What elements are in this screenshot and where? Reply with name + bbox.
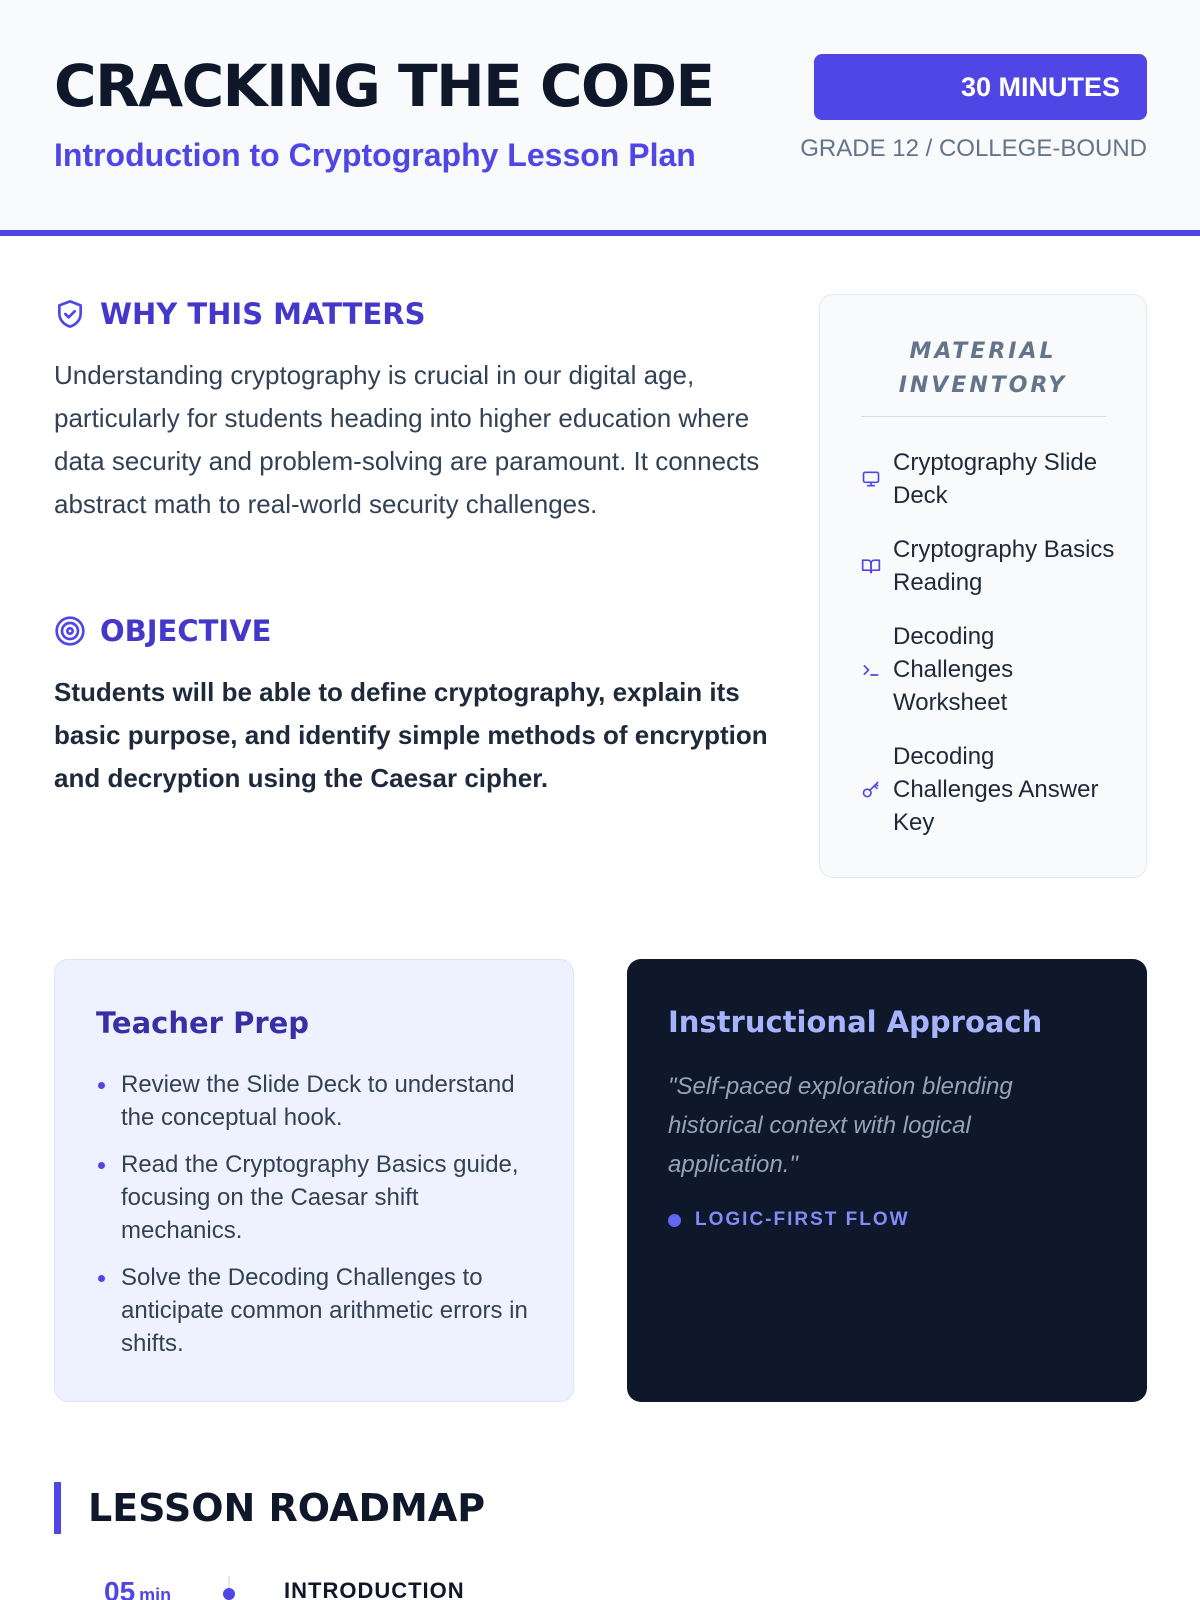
book-icon bbox=[861, 556, 881, 576]
roadmap-title: LESSON ROADMAP bbox=[88, 1486, 486, 1530]
monitor-icon bbox=[861, 469, 881, 489]
inventory-item-label: Decoding Challenges Answer Key bbox=[893, 743, 1099, 836]
list-item: Review the Slide Deck to understand the conceptual hook. bbox=[96, 1068, 536, 1134]
header bbox=[0, 0, 1200, 236]
inventory-item bbox=[861, 620, 1121, 719]
roadmap-step-time bbox=[104, 1576, 171, 1600]
roadmap-step-label: INTRODUCTION bbox=[284, 1578, 465, 1600]
objective-heading-text: OBJECTIVE bbox=[100, 614, 272, 648]
inventory-item bbox=[861, 533, 1121, 599]
inventory-item-label: Cryptography Basics Reading bbox=[893, 536, 1115, 596]
approach-quote: "Self-paced exploration blending historical context with logical application." bbox=[668, 1073, 1013, 1178]
roadmap-step-minutes: 05 bbox=[104, 1576, 136, 1600]
instructional-approach-card bbox=[627, 959, 1147, 1402]
inventory-item bbox=[861, 740, 1121, 839]
inventory-title: MATERIAL INVENTORY bbox=[898, 339, 1068, 398]
inventory-item-label: Cryptography Slide Deck bbox=[893, 449, 1098, 509]
teacher-prep-list bbox=[96, 1068, 536, 1374]
teacher-prep-card bbox=[54, 959, 574, 1402]
material-inventory bbox=[819, 294, 1147, 878]
teacher-prep-title: Teacher Prep bbox=[96, 1006, 310, 1040]
inventory-item bbox=[861, 446, 1121, 512]
target-icon bbox=[54, 615, 86, 647]
roadmap-accent-bar bbox=[54, 1482, 61, 1534]
why-body: Understanding cryptography is crucial in our digital age, particularly for students heading into higher education where data security and problem-solving are paramount. It connects abstract math to real-world security challenges. bbox=[54, 360, 760, 519]
why-heading-text: WHY THIS MATTERS bbox=[100, 297, 426, 331]
inventory-divider bbox=[861, 416, 1106, 417]
duration-badge: 30 MINUTES bbox=[814, 54, 1147, 120]
approach-title: Instructional Approach bbox=[668, 1005, 1043, 1039]
objective-body: Students will be able to define cryptography, explain its basic purpose, and identify simple methods of encryption and decryption using the Caesar cipher. bbox=[54, 677, 768, 793]
terminal-icon bbox=[861, 660, 881, 680]
shield-check-icon bbox=[54, 298, 86, 330]
approach-tag bbox=[668, 1209, 910, 1231]
tag-dot bbox=[668, 1214, 681, 1227]
grade-label: GRADE 12 / COLLEGE-BOUND bbox=[800, 135, 1147, 162]
list-item: Solve the Decoding Challenges to anticipate common arithmetic errors in shifts. bbox=[96, 1261, 536, 1360]
roadmap-timeline-dot bbox=[223, 1588, 235, 1600]
why-section-heading bbox=[54, 297, 426, 331]
page-subtitle: Introduction to Cryptography Lesson Plan bbox=[54, 137, 696, 173]
approach-tag-text: LOGIC-FIRST FLOW bbox=[695, 1209, 910, 1230]
roadmap-step-unit: min bbox=[139, 1585, 172, 1600]
list-item: Read the Cryptography Basics guide, focusing on the Caesar shift mechanics. bbox=[96, 1148, 536, 1247]
inventory-item-label: Decoding Challenges Worksheet bbox=[893, 623, 1014, 716]
page-title: CRACKING THE CODE bbox=[54, 52, 714, 120]
key-icon bbox=[861, 780, 881, 800]
objective-section-heading bbox=[54, 614, 271, 648]
